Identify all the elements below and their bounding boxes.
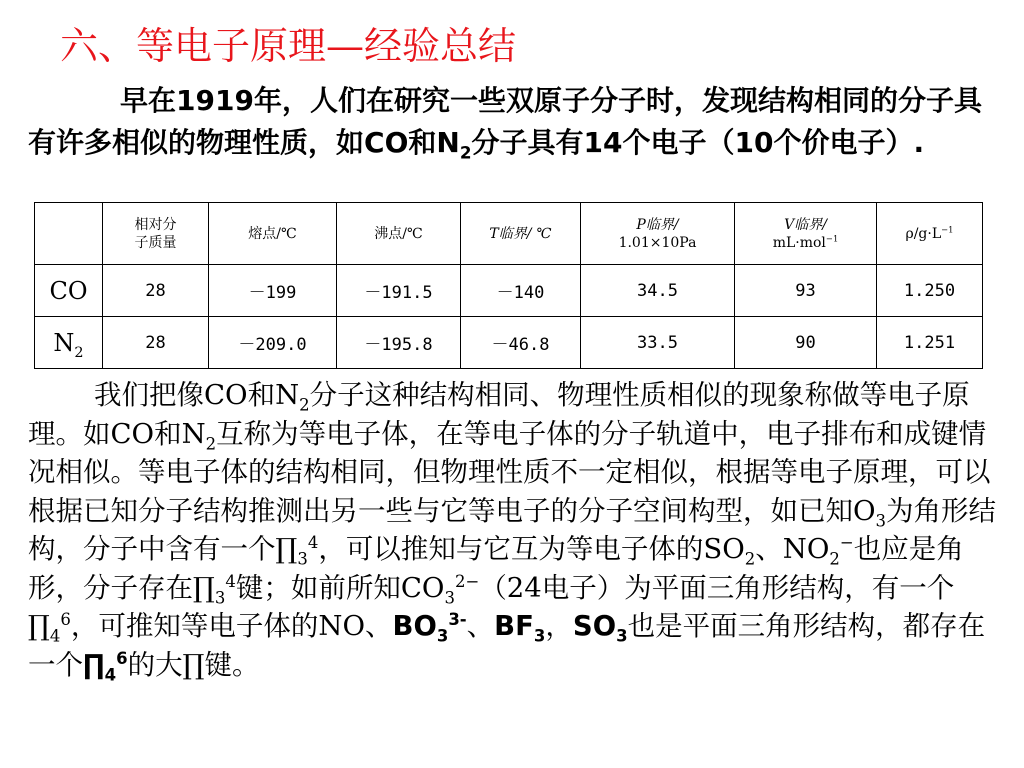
text-run: 分子具有 bbox=[471, 126, 584, 159]
header-melting-point: 熔点/℃ bbox=[209, 203, 337, 265]
explanation-paragraph: 我们把像CO和$N_2$分子这种结构相同、物理性质相似的现象称做等电子原理。如CO和$N_2$互称为等电子体，在等电子体的分子轨道中，电子排布和成键情况相似。等电子体的结构相同，但物理性质不一定相似，根据等电子原理，可以根据已知分子结构推测出另一些与它等电子的分子空间构型，如已知$O_3$为角形结构，分子中含有一个$\prod_3^4$，可以推知与它互为等电子体的$SO_2$、$NO_2^-$也应是角形，分子存在$\prod_3^4$键；如前所知$CO_3^{2-}(24$电子）为平面三角形结构，有一个$\prod_4^6$，可推知等电子体的NO、$BO_3^{3-}$、$BF_3$，$SO_3$也是平面三角形结构，都存在一个$\prod_4^6$的大∏键。 bbox=[28, 379, 997, 684]
text-run: 个电子（ bbox=[622, 126, 735, 159]
row-molecule: CO bbox=[35, 265, 103, 317]
slide-title: 六、等电子原理—经验总结 bbox=[60, 24, 517, 68]
cell-rho: 1.250 bbox=[877, 265, 983, 317]
cell-melt: －209.0 bbox=[209, 317, 337, 369]
cell-melt: －199 bbox=[209, 265, 337, 317]
formula-bf3: $BF_3$ bbox=[494, 610, 546, 646]
header-critical-temperature: T临界/ ℃ bbox=[461, 203, 581, 265]
header-molecular-mass: 相对分 子质量 bbox=[103, 203, 209, 265]
cell-pc: 34.5 bbox=[581, 265, 735, 317]
table-header-row bbox=[35, 203, 983, 265]
formula-so3: $SO_3$ bbox=[572, 610, 628, 646]
cell-vc: 90 bbox=[735, 317, 877, 369]
cell-rho: 1.251 bbox=[877, 317, 983, 369]
table-row bbox=[35, 317, 983, 369]
text-run: 和 bbox=[408, 126, 437, 159]
cell-mass: 28 bbox=[103, 317, 209, 369]
pi-bond-symbol: $\prod_4^6$ bbox=[83, 648, 128, 684]
cell-boil: －191.5 bbox=[337, 265, 461, 317]
formula-n2: $N_2$ bbox=[436, 126, 472, 163]
text-run: 个价电子）. bbox=[773, 126, 925, 159]
electron-count: 14 bbox=[583, 126, 623, 159]
formula-bo3: $BO_3^{3-}$ bbox=[392, 609, 467, 646]
table-row bbox=[35, 265, 983, 317]
header-boiling-point: 沸点/℃ bbox=[337, 203, 461, 265]
cell-pc: 33.5 bbox=[581, 317, 735, 369]
row-molecule: $N_2$ bbox=[35, 317, 103, 369]
cell-tc: －140 bbox=[461, 265, 581, 317]
header-density: $\rho/g\cdot L^{-1}$ bbox=[877, 203, 983, 265]
formula-co: CO bbox=[364, 126, 409, 159]
cell-boil: －195.8 bbox=[337, 317, 461, 369]
intro-paragraph bbox=[28, 80, 1008, 164]
header-critical-pressure: P临界/ 1.01×10Pa bbox=[581, 203, 735, 265]
text-run: 年，人们在研究一些双原子分子时，发现结构相同的分子具有许多相似的物理性质，如 bbox=[28, 84, 982, 159]
cell-vc: 93 bbox=[735, 265, 877, 317]
year: 1919 bbox=[176, 84, 254, 117]
text-run: 早在 bbox=[120, 84, 177, 117]
cell-mass: 28 bbox=[103, 265, 209, 317]
header-empty bbox=[35, 203, 103, 265]
properties-table bbox=[34, 202, 983, 369]
header-critical-volume: V临界/ mL·mol$^{-1}$ bbox=[735, 203, 877, 265]
valence-count: 10 bbox=[734, 126, 774, 159]
cell-tc: －46.8 bbox=[461, 317, 581, 369]
